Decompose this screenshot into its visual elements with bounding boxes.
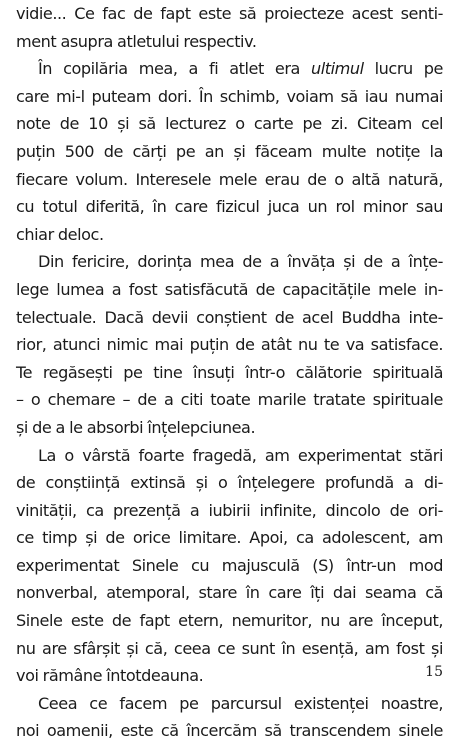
paragraph [16, 690, 443, 745]
text-line: de conștiință extinsă și o înțelegere profundă a di- [16, 473, 443, 493]
text-line: La o vârstă foarte fragedă, am experimentat stări [38, 445, 443, 465]
page-number: 15 [425, 664, 443, 680]
paragraph [16, 0, 443, 55]
text-line: note de 10 și să lecturez o carte pe zi. Citeam cel [16, 114, 443, 134]
text-line: Te regăsești pe tine însuți într-o călătorie spirituală [16, 362, 443, 382]
text-line: care mi-l puteam dori. În schimb, voiam să iau numai [16, 86, 443, 106]
text-line: nonverbal, atemporal, stare în care îți dai seama că [16, 583, 443, 603]
text-line: telectuale. Dacă devii conștient de acel Buddha inte- [16, 307, 443, 327]
text-line: voi rămâne întotdeauna. [16, 666, 204, 686]
text-line: noi oamenii, este că încercăm să transcendem sinele [16, 721, 443, 741]
text-line: lege lumea a fost satisfăcută de capacitățile mele in- [16, 279, 443, 299]
text-line: vidie... Ce fac de fapt este să proiecteze acest senti- [16, 4, 443, 23]
text-line: vinității, ca prezență a iubirii infinite, dincolo de ori- [16, 500, 443, 520]
text-line: Din fericire, dorința mea de a învăța și de a înțe- [38, 252, 443, 272]
book-page-text [16, 0, 443, 745]
paragraph [16, 442, 443, 690]
text-line: experimentat Sinele cu majusculă (S) într-un mod [16, 555, 443, 575]
text-line: ce timp și de orice limitare. Apoi, ca adolescent, am [16, 528, 443, 548]
text-line: nu are sfârșit și că, ceea ce sunt în esență, am fost și [16, 638, 443, 658]
text-line: fiecare volum. Interesele mele erau de o altă natură, [16, 169, 443, 189]
text-line: puțin 500 de cărți pe an și făceam multe notițe la [16, 141, 443, 161]
text-line: și de a le absorbi înțelepciunea. [16, 417, 256, 437]
text-line: Sinele este de fapt etern, nemuritor, nu are început, [16, 611, 443, 631]
text-line: rior, atunci nimic mai puțin de atât nu te va satisface. [16, 335, 443, 355]
text-line: În copilăria mea, a fi atlet era ultimul lucru pe [38, 59, 443, 79]
text-line: ment asupra atletului respectiv. [16, 31, 257, 51]
text-line: Ceea ce facem pe parcursul existenței noastre, [38, 693, 443, 713]
paragraph [16, 55, 443, 248]
paragraph [16, 248, 443, 441]
text-line: cu totul diferită, în care fizicul juca un rol minor sau [16, 197, 443, 217]
text-line: chiar deloc. [16, 224, 104, 244]
text-line: – o chemare – de a citi toate marile tratate spirituale [16, 390, 443, 410]
